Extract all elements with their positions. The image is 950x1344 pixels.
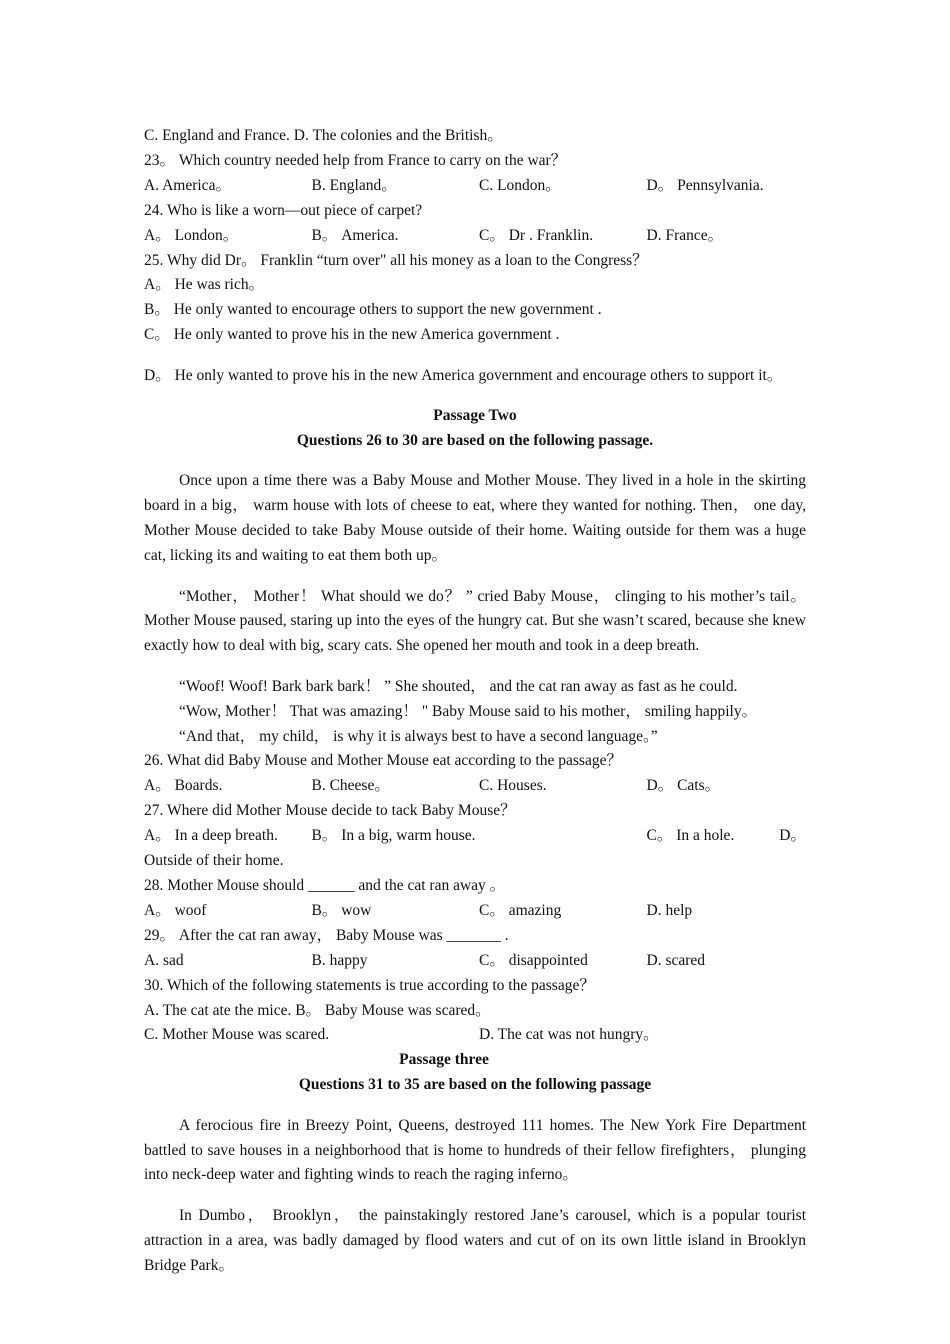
q29-options — [144, 949, 806, 974]
q24-question: 24. Who is like a worn—out piece of carpet? — [144, 201, 423, 219]
passage-two-paragraph: “Mother， Mother！ What should we do？ ” cried Baby Mouse， clinging to his mother’s tail。 Mother Mouse paused, staring up into the eyes of the hungry cat. But she wasn’t scared, because she knew exactly how to deal with big, scary cats. She opened her mouth and took in a deep breath. — [144, 587, 806, 655]
q27-question: 27. Where did Mother Mouse decide to tack Baby Mouse？ — [144, 802, 516, 820]
q23-option-d: D。 Pennsylvania. — [646, 176, 764, 194]
q29-option-a: A. sad — [144, 951, 184, 969]
q28-option-d: D. help — [646, 901, 693, 919]
passage-two-paragraph: Once upon a time there was a Baby Mouse and Mother Mouse. They lived in a hole in the skirting board in a big， warm house with lots of cheese to eat, where they wanted for nothing. Then， one day, Mother Mouse decided to take Baby Mouse outside of their home. Waiting outside for them was a huge cat, licking its and waiting to eat them both up。 — [144, 472, 806, 565]
q23-option-b: B. England。 — [311, 176, 397, 194]
q25-option-d: D。 He only wanted to prove his in the new America government and encourage others to support it。 — [144, 366, 783, 384]
q26-option-b: B. Cheese。 — [311, 777, 390, 795]
q28-option-b: B。 wow — [311, 901, 372, 919]
passage-three-title: Passage three — [399, 1051, 489, 1069]
q27-option-c: C。 In a hole. — [646, 827, 735, 845]
q29-option-d: D. scared — [646, 951, 706, 969]
q22-options-line: C. England and France. D. The colonies and the British。 — [144, 127, 503, 144]
q26-option-a: A。 Boards. — [144, 777, 223, 795]
q23-option-c: C. London。 — [479, 176, 561, 194]
q27-option-a: A。 In a deep breath. — [144, 827, 278, 845]
q24-option-d: D. France。 — [646, 226, 724, 244]
q25-question: 25. Why did Dr。 Franklin “turn over" all his money as a loan to the Congress？ — [144, 251, 648, 269]
passage-two-paragraph: “Wow, Mother！ That was amazing！ " Baby Mouse said to his mother， smiling happily。 — [179, 702, 758, 720]
passage-two-title: Passage Two — [433, 407, 517, 425]
q29-option-b: B. happy — [311, 951, 368, 969]
q26-option-c: C. Houses. — [479, 777, 547, 795]
q30-question: 30. Which of the following statements is true according to the passage？ — [144, 976, 595, 994]
q23-question: 23。 Which country needed help from France to carry on the war？ — [144, 151, 567, 169]
q27-options-cd — [647, 824, 807, 849]
passage-three-paragraph: A ferocious fire in Breezy Point, Queens, destroyed 111 homes. The New York Fire Department battled to save houses in a neighborhood that is home to hundreds of their fellow firefighters， plunging into neck-deep water and fighting winds to reach the raging inferno。 — [144, 1116, 806, 1184]
q27-option-d: D。 — [779, 827, 806, 845]
q26-option-d: D。 Cats。 — [646, 777, 721, 795]
q24-options — [144, 224, 806, 249]
q30-options-cd — [144, 1023, 806, 1048]
q27-option-b: B。 In a big, warm house. — [311, 827, 476, 845]
q25-option-a: A。 He was rich。 — [144, 276, 265, 294]
q24-option-a: A。 London。 — [144, 226, 239, 244]
q28-question: 28. Mother Mouse should ______ and the cat ran away 。 — [144, 876, 506, 894]
q30-option-c: C. Mother Mouse was scared. — [144, 1026, 330, 1044]
passage-three-subtitle: Questions 31 to 35 are based on the following passage — [298, 1076, 652, 1094]
q27-options — [144, 824, 806, 849]
q29-option-c: C。 disappointed — [479, 951, 588, 969]
q25-option-c: C。 He only wanted to prove his in the new America government . — [144, 326, 560, 344]
q30-options-ab: A. The cat ate the mice. B。 Baby Mouse was scared。 — [144, 1001, 491, 1019]
q23-option-a: A. America。 — [144, 176, 231, 194]
q28-option-c: C。 amazing — [479, 901, 562, 919]
q28-option-a: A。 woof — [144, 901, 207, 919]
q28-options — [144, 899, 806, 924]
q24-option-b: B。 America. — [311, 226, 399, 244]
passage-two-paragraph: “And that， my child， is why it is always best to have a second language。” — [179, 727, 658, 745]
q24-option-c: C。 Dr . Franklin. — [479, 226, 594, 244]
passage-two-paragraph: “Woof! Woof! Bark bark bark！ ” She shouted， and the cat ran away as fast as he could. — [179, 677, 738, 695]
q26-options — [144, 774, 806, 799]
q23-options — [144, 174, 806, 199]
q27-option-d-text: Outside of their home. — [144, 852, 284, 870]
passage-two-subtitle: Questions 26 to 30 are based on the following passage. — [296, 431, 654, 449]
q29-question: 29。 After the cat ran away， Baby Mouse was _______ . — [144, 926, 509, 944]
q26-question: 26. What did Baby Mouse and Mother Mouse eat according to the passage？ — [144, 752, 622, 770]
q25-option-b: B。 He only wanted to encourage others to support the new government . — [144, 301, 602, 319]
document-page — [144, 124, 806, 1294]
q30-option-d: D. The cat was not hungry。 — [479, 1026, 659, 1044]
passage-three-paragraph: In Dumbo， Brooklyn， the painstakingly restored Jane’s carousel, which is a popular tourist attraction in a area, was badly damaged by flood waters and cut of on its own little island in Brooklyn Bridge Park。 — [144, 1206, 806, 1274]
